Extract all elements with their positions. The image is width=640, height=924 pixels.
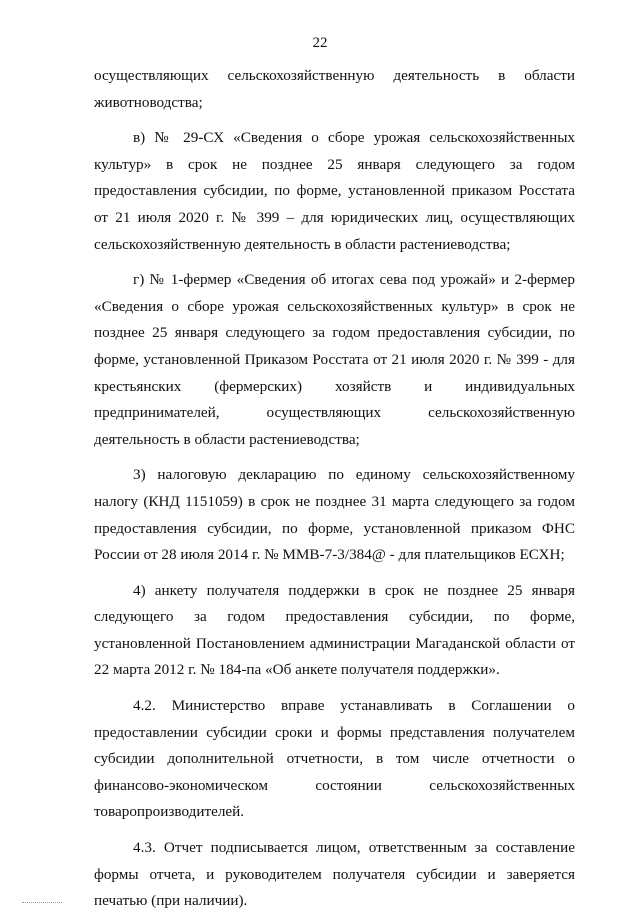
paragraph-item-g: г) № 1-фермер «Сведения об итогах сева под урожай» и 2-фермер «Сведения о сборе урожая сельскохозяйственных культур» в срок не позднее 25 января следующего за годом предоставления субсидии, по форме, установленной Приказом Росстата от 21 июля 2020 г. № 399 - для крестьянских (фермерских) хозяйств и индивидуальных предпринимателей, осуществляющих сельскохозяйственную деятельность в области растениеводства;	[94, 271, 575, 448]
scan-artifact	[22, 900, 62, 903]
paragraph-item-v: в) № 29-СХ «Сведения о сборе урожая сельскохозяйственных культур» в срок не позднее 25 января следующего за годом предоставления субсидии, по форме, установленной приказом Росстата от 21 июля 2020 г. № 399 – для юридических лиц, осуществляющих сельскохозяйственную деятельность в области растениеводства;	[94, 129, 575, 253]
paragraph-item-4: 4) анкету получателя поддержки в срок не позднее 25 января следующего за годом предоставления субсидии, по форме, установленной Постановлением администрации Магаданской области от 22 марта 2012 г. № 184-па «Об анкете получателя поддержки».	[94, 581, 575, 679]
document-body	[94, 63, 575, 924]
paragraph-item-3: 3) налоговую декларацию по единому сельскохозяйственному налогу (КНД 1151059) в срок не позднее 31 марта следующего за годом предоставления субсидии, по форме, установленной приказом ФНС России от 28 июля 2014 г. № ММВ-7-3/384@ - для плательщиков ЕСХН;	[94, 466, 575, 564]
paragraph-continuation: осуществляющих сельскохозяйственную деятельность в области животноводства;	[94, 67, 575, 111]
paragraph-section-4-3: 4.3. Отчет подписывается лицом, ответственным за составление формы отчета, и руководителем получателя субсидии и заверяется печатью (при наличии).	[94, 839, 575, 910]
page-number: 22	[312, 35, 328, 51]
paragraph-section-4-2: 4.2. Министерство вправе устанавливать в Соглашении о предоставлении субсидии сроки и формы представления получателем субсидии дополнительной отчетности, в том числе отчетности о финансово-экономическом состоянии сельскохозяйственных товаропроизводителей.	[94, 697, 575, 821]
